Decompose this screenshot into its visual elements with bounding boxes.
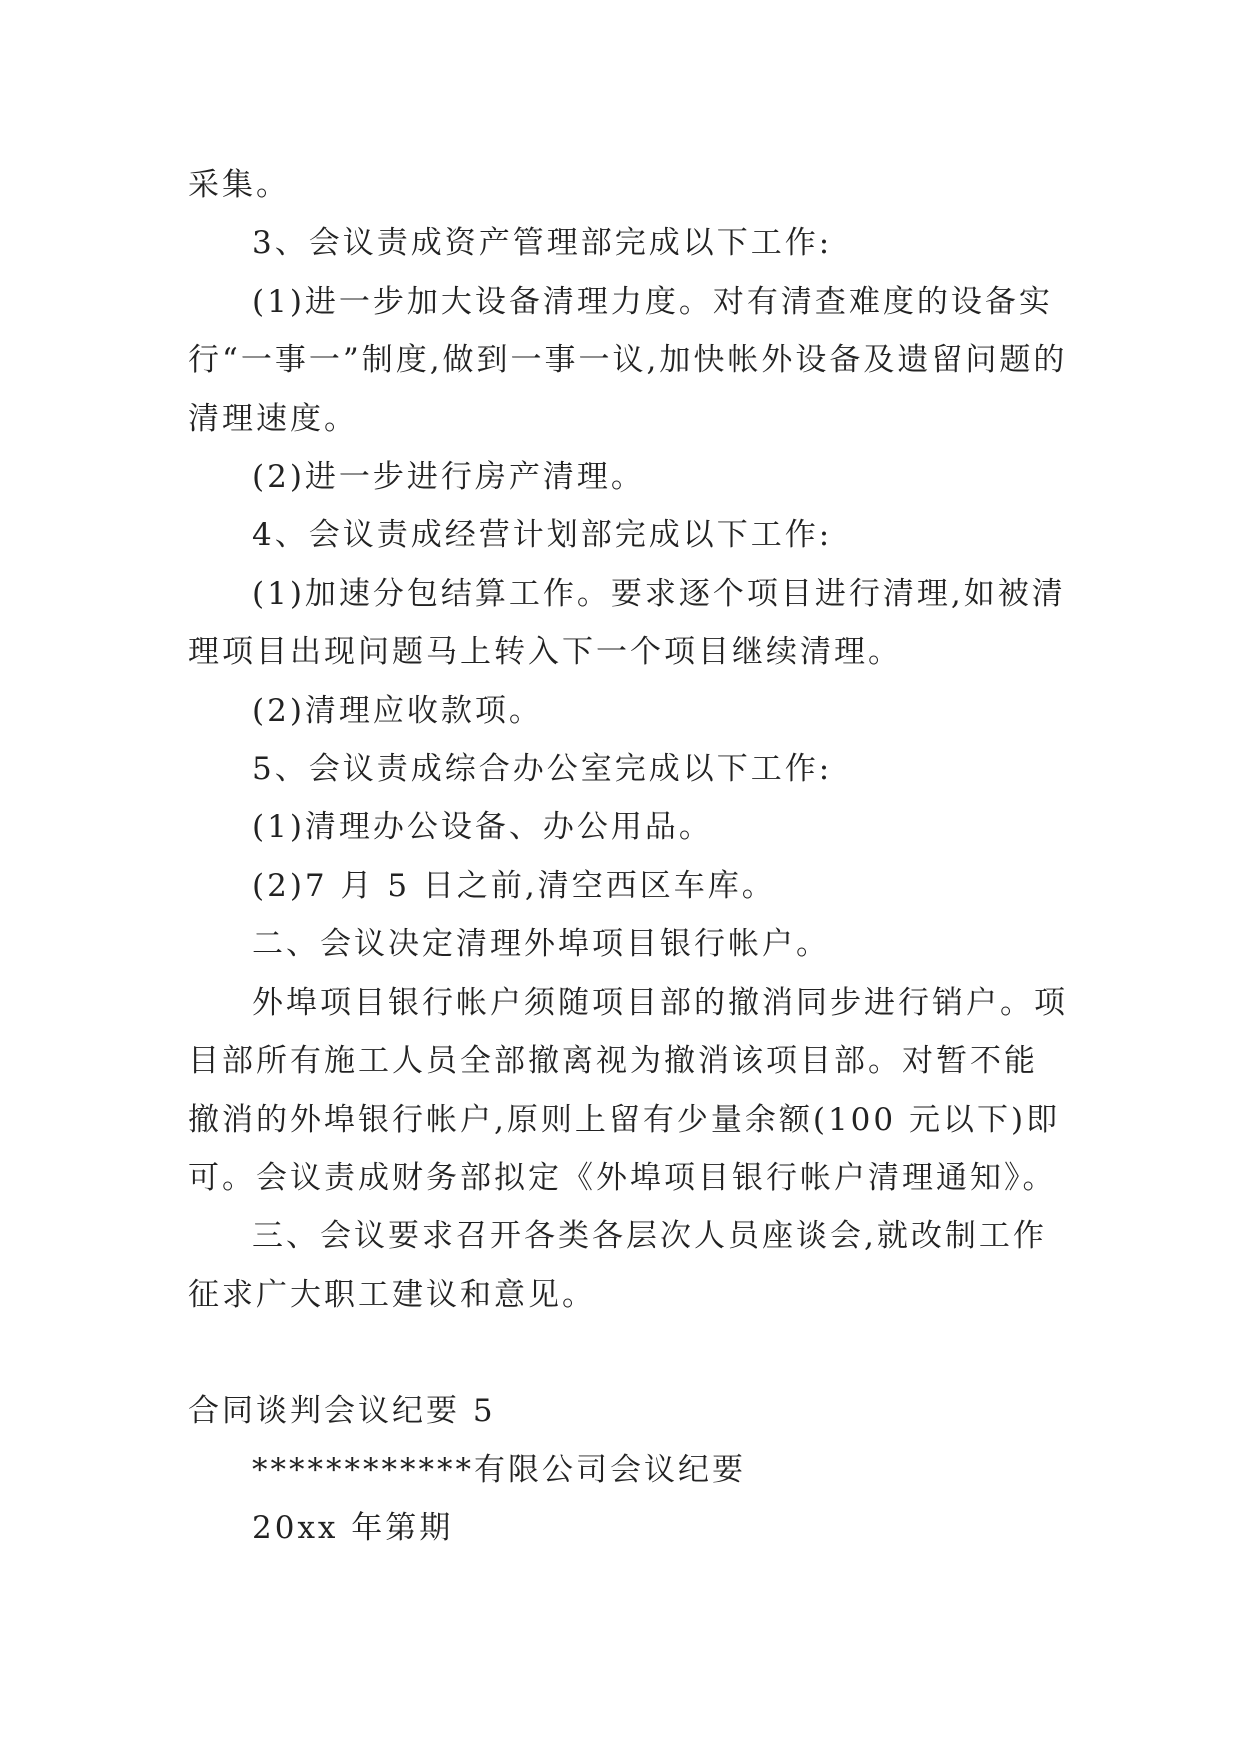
paragraph-continuation: 采集。 <box>188 167 290 203</box>
paragraph-section-2: 二、会议决定清理外埠项目银行帐户。 <box>252 926 830 963</box>
section-heading: 合同谈判会议纪要 5 <box>188 1393 496 1430</box>
paragraph-section-3: 三、会议要求召开各类各层次人员座谈会,就改制工作征求广大职工建议和意见。 <box>188 1218 1047 1313</box>
paragraph-item-4-1: (1)加速分包结算工作。要求逐个项目进行清理,如被清理项目出现问题马上转入下一个项目继续清理。 <box>188 575 1066 671</box>
paragraph-item-3-2: (2)进一步进行房产清理。 <box>252 459 645 496</box>
paragraph-item-5: 5、会议责成综合办公室完成以下工作: <box>252 751 833 788</box>
issue-number-line: 20xx 年第期 <box>252 1509 454 1546</box>
paragraph-item-5-1: (1)清理办公设备、办公用品。 <box>252 809 713 846</box>
paragraph-item-3-1: (1)进一步加大设备清理力度。对有清查难度的设备实行“一事一”制度,做到一事一议,加快帐外设备及遗留问题的清理速度。 <box>188 283 1068 437</box>
company-minutes-title: ************有限公司会议纪要 <box>252 1451 746 1488</box>
paragraph-item-4-2: (2)清理应收款项。 <box>252 692 543 729</box>
paragraph-bank-accounts: 外埠项目银行帐户须随项目部的撤消同步进行销户。项目部所有施工人员全部撤离视为撤消该项目部。对暂不能撤消的外埠银行帐户,原则上留有少量余额(100 元以下)即可。会议责成财务部拟定《外埠项目银行帐户清理通知》。 <box>188 984 1068 1196</box>
paragraph-item-4: 4、会议责成经营计划部完成以下工作: <box>252 517 833 554</box>
document-body <box>188 156 1068 1557</box>
paragraph-item-3: 3、会议责成资产管理部完成以下工作: <box>252 225 833 262</box>
paragraph-item-5-2: (2)7 月 5 日之前,清空西区车库。 <box>252 867 776 904</box>
blank-line <box>188 1324 1068 1382</box>
